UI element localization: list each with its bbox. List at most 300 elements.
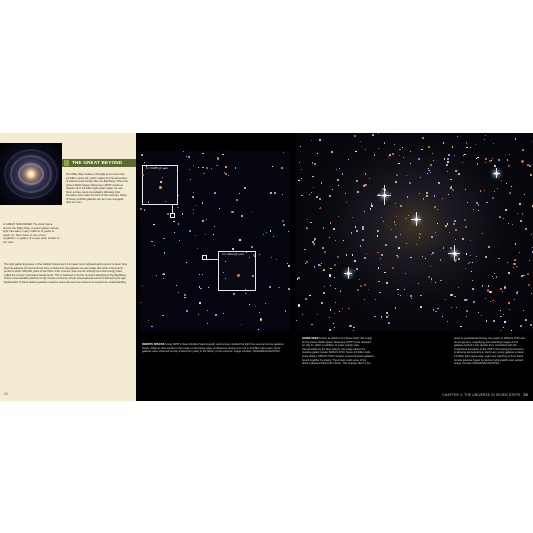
galaxy-speck xyxy=(231,211,233,213)
galaxy-speck xyxy=(368,289,369,290)
galaxy-speck xyxy=(492,197,494,199)
galaxy-speck xyxy=(379,292,380,293)
galaxy-speck xyxy=(509,309,510,310)
galaxy-speck xyxy=(354,135,356,137)
galaxy-speck xyxy=(411,298,413,300)
galaxy-speck xyxy=(178,195,179,196)
galaxy-speck xyxy=(457,170,458,171)
galaxy-speck xyxy=(452,146,454,148)
galaxy-speck xyxy=(198,167,200,169)
galaxy-speck xyxy=(388,322,390,324)
galaxy-speck xyxy=(507,262,508,263)
galaxy-speck xyxy=(381,217,382,218)
galaxy-speck xyxy=(329,329,331,331)
galaxy-speck xyxy=(392,267,394,269)
galaxy-speck xyxy=(167,213,169,215)
galaxy-speck xyxy=(223,272,224,273)
galaxy-speck xyxy=(364,211,365,212)
galaxy-speck xyxy=(409,182,411,184)
galaxy-speck xyxy=(313,187,314,188)
galaxy-speck xyxy=(478,312,479,313)
galaxy-speck xyxy=(271,257,272,258)
galaxy-speck xyxy=(323,292,325,294)
galaxy-speck xyxy=(151,326,152,327)
galaxy-speck xyxy=(398,163,399,164)
galaxy-speck xyxy=(193,192,194,193)
galaxy-speck xyxy=(163,273,165,275)
galaxy-speck xyxy=(353,327,355,329)
galaxy-speck xyxy=(505,209,507,211)
diffraction-spike xyxy=(448,253,459,254)
galaxy-speck xyxy=(427,173,428,174)
galaxy-speck xyxy=(148,201,149,202)
caption-body: Using JWST's Near-InfraRed Spectrograph, astronomers studied the light from several remote galaxies, barely visible as faint specks in the image on the facing page. At distances ranging from 12 to 13 billion light-years, these galaxies were observed as they existed very early in the history of the universe. Image courtesy: NASA/ESA/CSA/STScI. xyxy=(142,343,285,354)
galaxy-speck xyxy=(354,270,355,271)
galaxy-speck xyxy=(278,287,279,288)
galaxy-speck xyxy=(420,295,422,297)
galaxy-speck xyxy=(428,146,430,148)
galaxy-speck xyxy=(202,202,204,204)
target-box-1 xyxy=(170,213,175,218)
galaxy-speck xyxy=(336,169,337,170)
galaxy-speck xyxy=(140,208,142,210)
galaxy-speck xyxy=(202,220,204,222)
galaxy-speck xyxy=(419,233,421,235)
galaxy-speck xyxy=(465,226,467,228)
galaxy-speck xyxy=(202,274,203,275)
galaxy-speck xyxy=(235,167,236,168)
galaxy-speck xyxy=(420,306,422,308)
galaxy-speck xyxy=(215,314,217,316)
galaxy-speck xyxy=(202,153,203,154)
galaxy-speck xyxy=(455,259,457,261)
galaxy-speck xyxy=(186,310,188,312)
galaxy-speck xyxy=(508,272,510,274)
galaxy-speck xyxy=(490,301,491,302)
galaxy-speck xyxy=(482,285,483,286)
galaxy-speck xyxy=(456,307,458,309)
galaxy-speck xyxy=(430,172,431,173)
galaxy-speck xyxy=(370,208,371,209)
galaxy-speck xyxy=(418,283,419,284)
galaxy-speck xyxy=(375,299,376,300)
galaxy-speck xyxy=(198,314,199,315)
galaxy-speck xyxy=(383,221,384,222)
inset-top-label: 12.3 billion light-years xyxy=(146,168,169,170)
galaxy-speck xyxy=(208,287,209,288)
galaxy-speck xyxy=(477,157,479,159)
galaxy-speck xyxy=(398,247,400,249)
galaxy-speck xyxy=(435,311,437,313)
galaxy-speck xyxy=(225,261,226,262)
galaxy-speck xyxy=(313,243,315,245)
galaxy-speck xyxy=(298,180,300,182)
galaxy-speck xyxy=(514,299,515,300)
middle-page xyxy=(136,133,296,401)
galaxy-speck xyxy=(312,176,313,177)
galaxy-speck xyxy=(282,220,284,222)
galaxy-speck xyxy=(312,162,313,163)
galaxy-speck xyxy=(276,259,277,260)
galaxy-speck xyxy=(225,278,226,279)
galaxy-speck xyxy=(420,177,421,178)
galaxy-speck xyxy=(265,303,266,304)
galaxy-speck xyxy=(195,235,196,236)
galaxy-speck xyxy=(298,304,300,306)
galaxy-speck xyxy=(334,327,335,328)
galaxy-speck xyxy=(508,302,509,303)
galaxy-speck xyxy=(462,162,463,163)
galaxy-speck xyxy=(485,162,486,163)
galaxy-speck xyxy=(146,166,147,167)
caption-body-2: result of gravitational lensing: the gravity of SMACS 0723 acts as a huge lens, magnifying and stretching images of the galaxies behind it into slender arcs. Combined with the exceptional sensitivity of the JWST, the lensing phenomenon is allowing astronomers to study very young galaxies at least 13 billion light-years away. Light now reaching us from these remote galaxies began its journey before Earth even existed. Image courtesy NASA/ESA/CSA/STScI. xyxy=(454,337,526,366)
galaxy-speck xyxy=(342,173,344,175)
galaxy-speck xyxy=(364,284,366,286)
galaxy-speck xyxy=(217,165,218,166)
galaxy-speck xyxy=(346,254,347,255)
galaxy-speck xyxy=(447,161,449,163)
galaxy-speck xyxy=(475,144,476,145)
galaxy-speck xyxy=(314,163,316,165)
body-text-column: The Milky Way Galaxy is thought to be more than 13 billion years old, which makes its first generation of stars formed shortly after the Big Bang. When the James Webb Space Telescope (JWST) looks at objects 12 to 13 billion light-years away, we see them as they were immediately following their formation soon after the birth of the universe. Many of those youthful galaxies are far more energetic than our own. xyxy=(66,173,128,204)
galaxy-speck xyxy=(251,212,252,213)
galaxy-speck xyxy=(197,248,198,249)
galaxy-speck xyxy=(177,207,178,208)
galaxy-speck xyxy=(478,210,479,211)
galaxy-speck xyxy=(348,308,349,309)
galaxy-speck xyxy=(381,264,382,265)
galaxy-speck xyxy=(378,281,379,282)
galaxy-speck xyxy=(467,202,468,203)
galaxy-speck xyxy=(331,151,333,153)
galaxy-speck xyxy=(270,192,272,194)
galaxy-speck xyxy=(448,194,449,195)
galaxy-speck xyxy=(296,320,297,321)
galaxy-speck xyxy=(329,317,330,318)
galaxy-speck xyxy=(458,287,459,288)
galaxy-speck xyxy=(450,294,452,296)
galaxy-speck xyxy=(492,300,494,302)
galaxy-speck xyxy=(454,296,456,298)
galaxy-speck xyxy=(462,238,464,240)
galaxy-speck xyxy=(399,155,400,156)
galaxy-speck xyxy=(487,289,489,291)
galaxy-speck xyxy=(214,226,215,227)
galaxy-speck xyxy=(426,195,428,197)
galaxy-speck xyxy=(501,180,502,181)
galaxy-speck xyxy=(394,221,395,222)
galaxy-speck xyxy=(521,160,523,162)
galaxy-speck xyxy=(508,223,509,224)
galaxy-speck xyxy=(365,173,366,174)
galaxy-speck xyxy=(400,295,401,296)
galaxy-speck xyxy=(531,293,532,294)
galaxy-speck xyxy=(245,293,246,294)
galaxy-speck xyxy=(437,209,438,210)
galaxy-speck xyxy=(142,285,143,286)
galaxy-speck xyxy=(465,189,466,190)
galaxy-speck xyxy=(306,261,308,263)
galaxy-speck xyxy=(282,194,283,195)
galaxy-speck xyxy=(492,158,493,159)
galaxy-speck xyxy=(179,240,180,241)
galaxy-speck xyxy=(360,285,362,287)
galaxy-speck xyxy=(453,223,455,225)
galaxy-speck xyxy=(437,223,438,224)
galaxy-speck xyxy=(520,220,522,222)
galaxy-speck xyxy=(239,239,241,241)
galaxy-speck xyxy=(451,186,452,187)
galaxy-speck xyxy=(388,156,389,157)
galaxy-speck xyxy=(512,224,513,225)
galaxy-speck xyxy=(447,321,448,322)
galaxy-speck xyxy=(199,302,201,304)
page-footer xyxy=(442,393,528,397)
galaxy-speck xyxy=(334,264,336,266)
galaxy-speck xyxy=(466,142,467,143)
galaxy-speck xyxy=(354,260,356,262)
galaxy-speck xyxy=(259,312,260,313)
galaxy-speck xyxy=(176,285,177,286)
galaxy-speck xyxy=(408,215,409,216)
galaxy-speck xyxy=(515,138,516,139)
galaxy-speck xyxy=(428,170,429,171)
galaxy-speck xyxy=(473,301,475,303)
galaxy-speck xyxy=(207,310,208,311)
galaxy-speck xyxy=(511,186,512,187)
galaxy-speck xyxy=(425,258,426,259)
galaxy-speck xyxy=(307,219,308,220)
galaxy-speck xyxy=(410,163,411,164)
galaxy-speck xyxy=(520,325,522,327)
galaxy-speck xyxy=(493,143,495,145)
galaxy-speck xyxy=(504,286,506,288)
galaxy-speck xyxy=(141,154,143,156)
galaxy-speck xyxy=(444,158,445,159)
galaxy-speck xyxy=(252,275,254,277)
galaxy-speck xyxy=(334,277,335,278)
caption-head: REMOTE SPECKS xyxy=(142,343,165,346)
galaxy-speck xyxy=(193,209,194,210)
inset-bottom xyxy=(218,251,256,291)
galaxy-speck xyxy=(366,253,367,254)
galaxy-speck xyxy=(477,163,479,165)
galaxy-speck xyxy=(523,275,524,276)
galaxy-speck xyxy=(398,294,399,295)
galaxy-speck xyxy=(305,263,306,264)
galaxy-speck xyxy=(492,276,493,277)
galaxy-speck xyxy=(335,288,336,289)
galaxy-speck xyxy=(374,316,376,318)
caption-body-1: Known as Webb's First Deep Field, this image by the James Webb Space Telescope (JWST) was released on July 11, 2022. In addition to a few nearby stars (recognizable by the blue spikes), the image shows the massive galaxy cluster SMACS 0723. Some 4.6 billion light-years distant, SMACS 0723 contains several hundred galaxies bound together by gravity. The arrows mark some of the distant galaxies behind the cluster. This strange effect is the xyxy=(302,337,374,366)
galaxy-speck xyxy=(500,288,502,290)
galaxy-speck xyxy=(349,325,351,327)
galaxy-speck xyxy=(458,173,460,175)
galaxy-speck xyxy=(362,226,363,227)
galaxy-speck xyxy=(189,230,191,232)
galaxy-speck xyxy=(249,257,250,258)
galaxy-speck xyxy=(472,288,473,289)
galaxy-speck xyxy=(465,268,466,269)
galaxy-speck xyxy=(509,192,511,194)
galaxy-speck xyxy=(154,245,155,246)
galaxy-speck xyxy=(464,299,466,301)
galaxy-speck xyxy=(365,149,366,150)
galaxy-speck xyxy=(288,265,289,266)
galaxy-speck xyxy=(321,182,322,183)
galaxy-speck xyxy=(494,273,495,274)
galaxy-speck xyxy=(466,310,468,312)
galaxy-speck xyxy=(491,160,492,161)
galaxy-speck xyxy=(529,260,530,261)
galaxy-speck xyxy=(416,244,418,246)
galaxy-speck xyxy=(378,267,380,269)
galaxy-speck xyxy=(431,281,432,282)
galaxy-speck xyxy=(507,159,508,160)
galaxy-speck xyxy=(500,316,502,318)
galaxy-speck xyxy=(323,227,325,229)
galaxy-speck xyxy=(448,154,450,156)
galaxy-speck xyxy=(188,156,190,158)
galaxy-speck xyxy=(381,254,383,256)
galaxy-speck xyxy=(223,313,224,314)
galaxy-speck xyxy=(407,196,409,198)
galaxy-speck xyxy=(222,154,223,155)
galaxy-speck xyxy=(442,198,443,199)
body-text-wide: The light-gathering power of the Hubble Telescope's 2.4-meter mirror allowed astronomers to learn how the first galaxies formed and how they evolved into the galaxies we see today. But other instruments probe to within 400,000 years of the birth of the cosmos, then record nothing but a dull energy haze, called the cosmic microwave background. This is believed to be the remnant afterglow of the Big Bang. These unremarkable patches of sky reveal a universe whose observational extent is defined by its age. Explanation of these distant galaxies requires new tools and new science to expand our understanding. xyxy=(4,263,127,284)
galaxy-speck xyxy=(378,148,379,149)
galaxy-speck xyxy=(391,229,392,230)
galaxy-speck xyxy=(330,285,331,286)
galaxy-speck xyxy=(151,241,153,243)
galaxy-speck xyxy=(288,288,290,290)
diffraction-spike xyxy=(377,195,391,196)
galaxy-speck xyxy=(309,295,311,297)
galaxy-speck xyxy=(165,201,166,202)
galaxy-speck xyxy=(503,314,504,315)
galaxy-speck xyxy=(431,236,433,238)
galaxy-speck xyxy=(320,207,322,209)
galaxy-speck xyxy=(345,193,347,195)
galaxy-speck xyxy=(472,280,473,281)
galaxy-speck xyxy=(419,193,420,194)
galaxy-speck xyxy=(310,222,311,223)
galaxy-speck xyxy=(525,228,527,230)
galaxy-speck xyxy=(219,208,220,209)
galaxy-speck xyxy=(299,162,300,163)
page-number-right: 25 xyxy=(523,393,528,397)
galaxy-speck xyxy=(449,232,450,233)
galaxy-speck xyxy=(494,191,495,192)
galaxy-speck xyxy=(440,259,442,261)
galaxy-speck xyxy=(346,202,347,203)
galaxy-speck xyxy=(236,199,238,201)
galaxy-speck xyxy=(434,195,435,196)
galaxy-speck xyxy=(396,174,398,176)
galaxy-speck xyxy=(182,213,183,214)
diffraction-spike xyxy=(344,273,352,274)
galaxy-speck xyxy=(232,248,234,250)
galaxy-speck xyxy=(374,154,376,156)
galaxy-speck xyxy=(329,274,331,276)
galaxy-speck xyxy=(486,202,488,204)
galaxy-speck xyxy=(311,324,313,326)
galaxy-speck xyxy=(317,153,318,154)
galaxy-speck xyxy=(163,238,164,239)
section-marker-icon xyxy=(64,160,69,166)
galaxy-speck xyxy=(163,278,164,279)
galaxy-speck xyxy=(362,239,364,241)
galaxy-speck xyxy=(522,149,524,151)
caption-head: GOING DEEP xyxy=(302,337,319,340)
galaxy-speck xyxy=(498,159,500,161)
galaxy-speck xyxy=(470,255,471,256)
galaxy-speck xyxy=(450,179,452,181)
galaxy-speck xyxy=(388,315,389,316)
galaxy-speck xyxy=(364,299,365,300)
galaxy-speck xyxy=(452,189,454,191)
galaxy-speck xyxy=(515,243,516,244)
galaxy-speck xyxy=(214,192,216,194)
galaxy-speck xyxy=(480,190,482,192)
galaxy-speck xyxy=(266,232,267,233)
galaxy-speck xyxy=(177,173,178,174)
galaxy-speck xyxy=(357,289,359,291)
galaxy-speck xyxy=(178,223,179,224)
book-spread xyxy=(0,133,533,401)
galaxy-speck xyxy=(377,235,379,237)
galaxy-speck xyxy=(333,323,334,324)
galaxy-speck xyxy=(410,257,412,259)
galaxy-speck xyxy=(517,213,518,214)
galaxy-speck xyxy=(225,173,227,175)
galaxy-speck xyxy=(333,228,335,230)
right-page xyxy=(296,133,533,401)
galaxy-speck xyxy=(140,302,141,303)
galaxy-speck xyxy=(419,237,420,238)
galaxy-speck xyxy=(454,155,456,157)
galaxy-speck xyxy=(377,230,379,232)
galaxy-speck xyxy=(406,243,407,244)
galaxy-speck xyxy=(260,318,262,320)
galaxy-cluster-image xyxy=(296,133,533,331)
galaxy-speck xyxy=(397,289,398,290)
galaxy-speck xyxy=(381,316,382,317)
galaxy-speck xyxy=(434,206,436,208)
galaxy-speck xyxy=(356,268,358,270)
galaxy-speck xyxy=(274,192,276,194)
inset-bottom-label: 13.1 billion light-years xyxy=(222,254,245,256)
galaxy-speck xyxy=(519,203,520,204)
galaxy-speck xyxy=(251,246,253,248)
galaxy-speck xyxy=(493,320,495,322)
galaxy-speck xyxy=(470,147,471,148)
galaxy-speck xyxy=(281,167,282,168)
galaxy-speck xyxy=(404,289,405,290)
galaxy-speck xyxy=(470,240,471,241)
galaxy-speck xyxy=(372,134,374,136)
galaxy-speck xyxy=(335,240,336,241)
galaxy-speck xyxy=(323,269,325,271)
galaxy-speck xyxy=(455,229,457,231)
galaxy-speck xyxy=(338,185,339,186)
galaxy-speck xyxy=(392,153,394,155)
galaxy-speck xyxy=(438,182,440,184)
galaxy-speck xyxy=(476,256,477,257)
galaxy-speck xyxy=(516,292,518,294)
galaxy-speck xyxy=(184,297,186,299)
galaxy-speck xyxy=(283,152,284,153)
